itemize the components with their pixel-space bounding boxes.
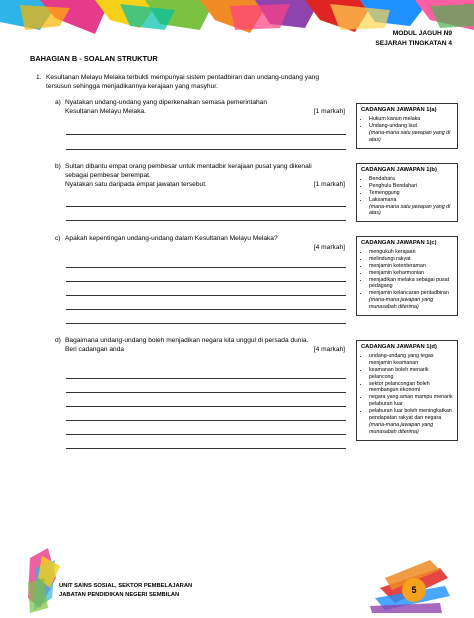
decorative-footer-graphic [0, 548, 474, 613]
question-1-intro [36, 73, 341, 91]
answer-line[interactable] [66, 149, 346, 150]
answer-item: • negara yang aman mampu menarik pelaburan luar [369, 394, 453, 408]
answer-item: • Undang-undang laut [369, 123, 453, 130]
subquestion-text: Nyatakan undang-undang yang diperkenalkan semasa pemerintahan Kesultanan Melayu Melaka. [65, 99, 267, 115]
answer-item: • keamanan boleh menarik pelancong [369, 367, 453, 381]
subquestion-label: b) [55, 163, 61, 170]
subject-title: SEJARAH TINGKATAN 4 [375, 40, 452, 47]
answer-box-title: CADANGAN JAWAPAN 1(d) [361, 344, 437, 350]
answer-item: • mengukuh kerajaan [369, 249, 453, 256]
subquestion-a [55, 98, 345, 116]
answer-item: • Penghulu Bendahari [369, 183, 453, 190]
subquestion-instruction: Beri cadangan anda [65, 346, 125, 353]
answer-line[interactable] [66, 323, 346, 324]
page-number-badge: 5 [402, 578, 426, 602]
answer-line[interactable] [66, 267, 346, 268]
answer-item: • Laksamana [369, 197, 453, 204]
answer-item: • undang-undang yang tegas menjamin keamanan [369, 353, 453, 367]
answer-box-title: CADANGAN JAWAPAN 1(b) [361, 167, 437, 173]
answer-line[interactable] [66, 420, 346, 421]
answer-line[interactable] [66, 134, 346, 135]
marks-label: [4 markah] [313, 244, 345, 251]
answer-item: • menjamin kelancaran pentadbiran [369, 290, 453, 297]
answer-item: • melindungi rakyat [369, 256, 453, 263]
subquestion-text: Sultan dibantu empat orang pembesar untuk mentadbir kerajaan pusat yang dikenali sebagai pembesar berempat. [65, 163, 312, 179]
answer-note: (mana-mana jawapan yang munasabah diterima) [369, 297, 434, 311]
answer-line[interactable] [66, 309, 346, 310]
answer-item: • Bendahara [369, 176, 453, 183]
answer-item: • sektor pelancongan boleh membangun ekonomi [369, 381, 453, 395]
footer-department: JABATAN PENDIDIKAN NEGERI SEMBILAN [59, 592, 180, 598]
subquestion-label: c) [55, 235, 61, 242]
answer-box-title: CADANGAN JAWAPAN 1(c) [361, 240, 437, 246]
answer-box-title: CADANGAN JAWAPAN 1(a) [361, 107, 437, 113]
answer-item: • menjadikan melaka sebagai pusat pedagang [369, 277, 453, 291]
subquestion-label: d) [55, 337, 61, 344]
module-title: MODUL JAGUH N9 [392, 30, 452, 37]
subquestion-text: Bagaimana undang-undang boleh menjadikan negara kita unggul di persada dunia. [65, 337, 309, 344]
answer-list [361, 249, 453, 297]
subquestion-instruction: Nyatakan satu daripada empat jawatan tersebut. [65, 181, 207, 188]
subquestion-d [55, 336, 345, 354]
marks-label: [1 markah] [313, 181, 345, 188]
answer-box-1c [356, 236, 458, 316]
subquestion-text: Apakah kepentingan undang-undang dalam Kesultanan Melayu Melaka? [65, 235, 278, 242]
module-header [375, 29, 452, 49]
answer-item: • Hukum kanun melaka [369, 116, 453, 123]
answer-note: (mana-mana satu jawapan yang di atas) [369, 203, 451, 217]
answer-box-1d [356, 340, 458, 441]
answer-line[interactable] [66, 434, 346, 435]
answer-list [361, 116, 453, 130]
answer-box-1a [356, 103, 458, 149]
marks-label: [4 markah] [313, 346, 345, 353]
subquestion-c [55, 234, 345, 252]
answer-note: (mana-mana jawapan yang munasabah diterima) [369, 421, 434, 435]
footer-unit: UNIT SAINS SOSIAL, SEKTOR PEMBELAJARAN [59, 583, 193, 589]
marks-label: [1 markah] [313, 108, 345, 115]
section-title: BAHAGIAN B - SOALAN STRUKTUR [30, 54, 158, 63]
answer-line[interactable] [66, 378, 346, 379]
answer-list [361, 176, 453, 204]
answer-item: • Temenggung [369, 190, 453, 197]
subquestion-b [55, 162, 345, 189]
answer-box-1b [356, 163, 458, 222]
answer-line[interactable] [66, 406, 346, 407]
answer-line[interactable] [66, 295, 346, 296]
answer-line[interactable] [66, 220, 346, 221]
answer-item: • menjamin ketenteraman [369, 263, 453, 270]
footer-text [59, 582, 192, 600]
subquestion-label: a) [55, 99, 61, 106]
answer-line[interactable] [66, 206, 346, 207]
answer-line[interactable] [66, 281, 346, 282]
answer-list [361, 353, 453, 422]
question-number: 1. [36, 74, 42, 81]
answer-line[interactable] [66, 448, 346, 449]
answer-item: • pelaburan luar boleh meningkatkan pendapatan rakyat dan negara [369, 408, 453, 422]
answer-item: • menjamin keharmonian [369, 270, 453, 277]
answer-note: (mana-mana satu jawapan yang di atas) [369, 129, 451, 143]
question-1-text: Kesultanan Melayu Melaka terbukti mempunyai sistem pentadbiran dan undang-undang yang tersusun sehingga menjadikannya kerajaan yang masyhur. [46, 74, 320, 90]
answer-line[interactable] [66, 392, 346, 393]
